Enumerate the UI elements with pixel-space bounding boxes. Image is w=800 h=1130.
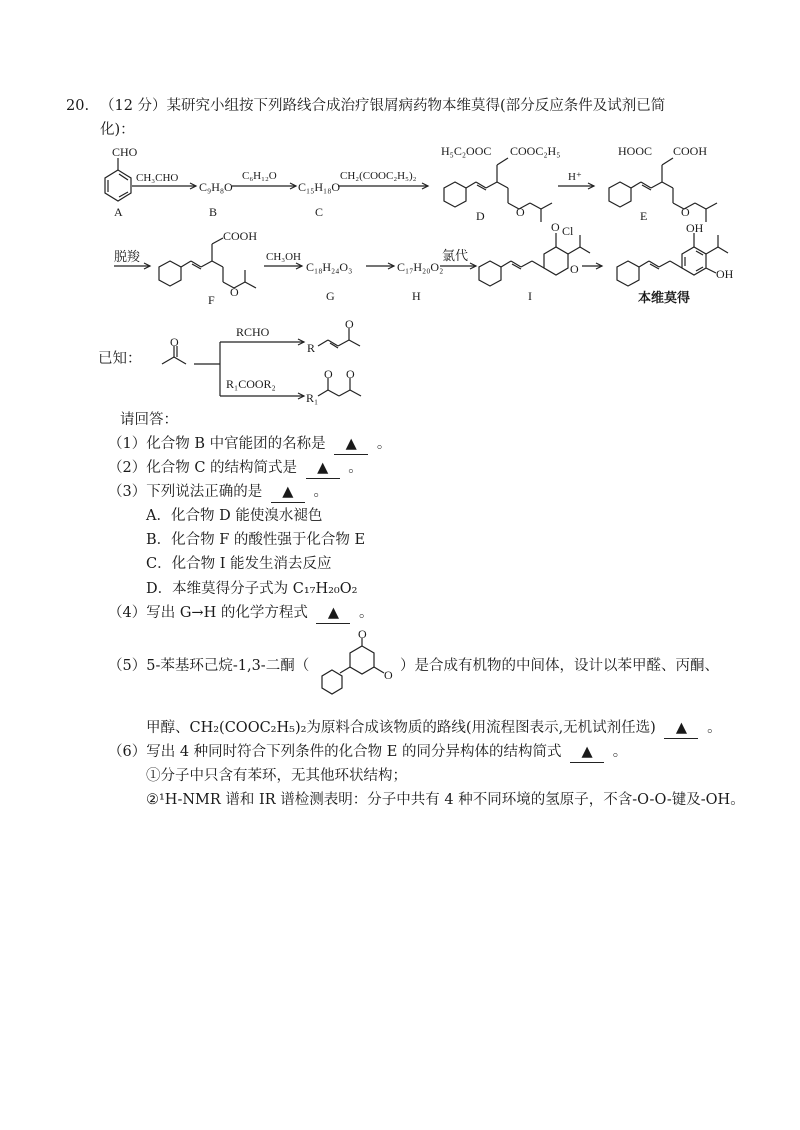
question-6-text: （6）写出 4 种同时符合下列条件的化合物 E 的同分异构体的结构简式 xyxy=(108,744,562,760)
known-reactions xyxy=(150,316,410,408)
question-3 xyxy=(108,482,328,503)
product-oh-bottom: OH xyxy=(716,267,734,281)
question-5-part1: （5）5-苯基环己烷-1,3-二酮（ xyxy=(108,658,310,674)
I-label: I xyxy=(528,289,532,303)
E-label: E xyxy=(640,209,648,223)
question-1-period: 。 xyxy=(376,436,392,452)
known-product-top-r: R xyxy=(307,341,316,355)
question-4 xyxy=(108,603,374,624)
question-5-answer-blank[interactable]: ▲ xyxy=(664,718,698,739)
known-reagent-bottom: R₁COOR₂ xyxy=(226,377,276,391)
G-formula: C₁₈H₂₄O₃ xyxy=(306,260,353,274)
F-label: F xyxy=(208,293,215,307)
arrow7-reagent: 氯代 xyxy=(442,248,469,263)
question-1 xyxy=(108,434,391,455)
arrow4-reagent: H⁺ xyxy=(568,171,582,183)
condition-1: ①分子中只含有苯环，无其他环状结构； xyxy=(146,768,407,784)
A-group: CHO xyxy=(112,145,138,159)
known-acetone-o: O xyxy=(170,335,179,349)
question-6-answer-blank[interactable]: ▲ xyxy=(570,742,604,763)
D-right-group: COOC₂H₅ xyxy=(510,144,561,158)
A-label: A xyxy=(114,205,123,219)
option-a[interactable]: A．化合物 D 能使溴水褪色 xyxy=(146,508,323,524)
E-left-group: HOOC xyxy=(618,144,653,158)
G-label: G xyxy=(326,289,335,303)
known-product-bottom-o2: O xyxy=(346,367,355,381)
D-left-group: H₅C₂OOC xyxy=(441,144,492,158)
question-4-answer-blank[interactable]: ▲ xyxy=(316,603,350,624)
question-2-text: （2）化合物 C 的结构简式是 xyxy=(108,460,298,476)
C-label: C xyxy=(315,205,324,219)
question-2-period: 。 xyxy=(348,460,363,476)
I-cl: Cl xyxy=(562,224,574,238)
F-ketone-o: O xyxy=(230,285,239,299)
F-group: COOH xyxy=(223,229,258,243)
option-b[interactable]: B．化合物 F 的酸性强于化合物 E xyxy=(146,532,366,548)
arrow2-reagent: C₆H₁₂O xyxy=(242,170,277,182)
question-2 xyxy=(108,458,363,479)
known-reagent-top: RCHO xyxy=(236,325,270,339)
dione-o-top: O xyxy=(358,628,367,641)
known-product-bottom-r: R₁ xyxy=(306,391,319,405)
known-product-top-o: O xyxy=(345,317,354,331)
arrow3-reagent: CH₂(COOC₂H₅)₂ xyxy=(340,170,417,182)
B-label: B xyxy=(209,205,218,219)
question-4-text: （4）写出 G→H 的化学方程式 xyxy=(108,605,308,621)
question-number: 20. xyxy=(66,98,90,114)
product-label: 本维莫得 xyxy=(638,290,691,305)
H-formula: C₁₇H₂₀O₂ xyxy=(397,260,444,274)
known-product-bottom-o1: O xyxy=(324,367,333,381)
condition-2: ②¹H-NMR 谱和 IR 谱检测表明：分子中共有 4 种不同环境的氢原子，不含-O-O-键及-OH。 xyxy=(146,792,745,808)
question-5-text: 甲醇、CH₂(COOC₂H₅)₂为原料合成该物质的路线(用流程图表示,无机试剂任选) xyxy=(146,720,656,736)
synthesis-scheme xyxy=(0,140,800,315)
E-ketone-o: O xyxy=(681,205,690,219)
question-1-text: （1）化合物 B 中官能团的名称是 xyxy=(108,436,326,452)
dione-o-right: O xyxy=(384,668,393,682)
question-3-answer-blank[interactable]: ▲ xyxy=(271,482,305,503)
arrow6-reagent: CH₃OH xyxy=(266,251,302,263)
H-label: H xyxy=(412,289,421,303)
phenylcyclohexanedione-structure xyxy=(316,628,406,704)
D-label: D xyxy=(476,209,485,223)
E-right-group: COOH xyxy=(673,144,708,158)
question-1-answer-blank[interactable]: ▲ xyxy=(334,434,368,455)
question-stem-line2: 化)： xyxy=(100,122,135,138)
known-label: 已知： xyxy=(98,351,142,367)
arrow5-reagent: 脱羧 xyxy=(114,249,141,264)
question-5-line2 xyxy=(146,718,722,739)
question-3-text: （3）下列说法正确的是 xyxy=(108,484,263,500)
option-c[interactable]: C．化合物 I 能发生消去反应 xyxy=(146,556,332,572)
I-ketone-o-bottom: O xyxy=(570,262,579,276)
question-5-part2: ）是合成有机物的中间体，设计以苯甲醛、丙酮、 xyxy=(400,658,719,674)
I-ketone-o-top: O xyxy=(551,220,560,234)
question-stem-line1: （12 分）某研究小组按下列路线合成治疗银屑病药物本维莫得(部分反应条件及试剂已简 xyxy=(100,98,666,114)
question-5-period: 。 xyxy=(707,720,722,736)
questions-intro: 请回答： xyxy=(120,412,178,428)
arrow1-reagent: CH₃CHO xyxy=(136,172,179,184)
option-d[interactable]: D．本维莫得分子式为 C₁₇H₂₀O₂ xyxy=(146,581,358,597)
question-6 xyxy=(108,742,627,763)
product-oh-top: OH xyxy=(686,221,704,235)
C-formula: C₁₅H₁₈O xyxy=(298,180,341,194)
B-formula: C₉H₈O xyxy=(199,180,233,194)
question-4-period: 。 xyxy=(359,605,374,621)
question-2-answer-blank[interactable]: ▲ xyxy=(306,458,340,479)
D-ketone-o: O xyxy=(516,205,525,219)
question-3-period: 。 xyxy=(313,484,328,500)
question-6-period: 。 xyxy=(612,744,628,760)
